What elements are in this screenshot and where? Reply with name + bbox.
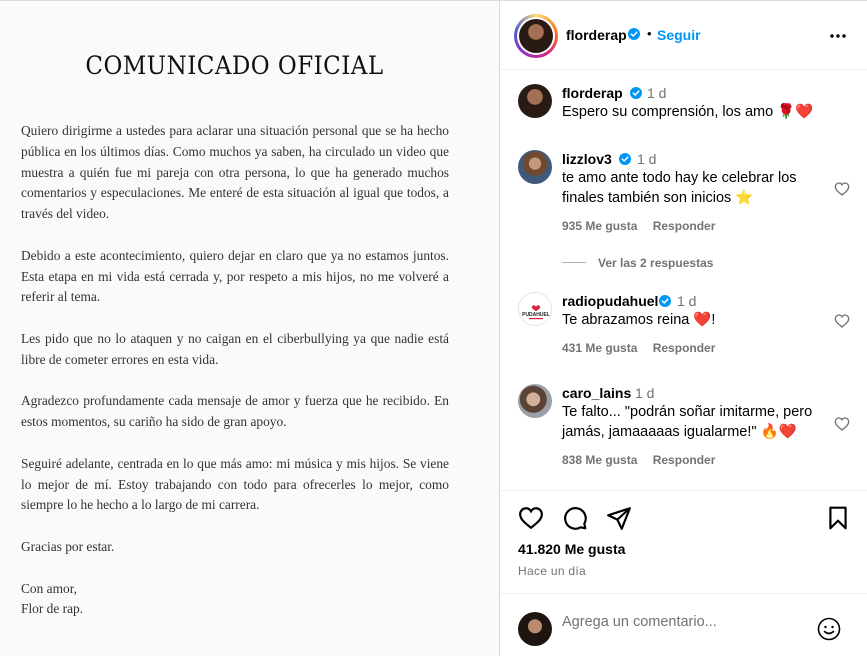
comment-likes[interactable]: 431 Me gusta bbox=[562, 341, 638, 355]
comment-meta bbox=[562, 219, 727, 233]
comment-likes[interactable]: 838 Me gusta bbox=[562, 453, 638, 467]
author-username[interactable]: florderap bbox=[566, 27, 627, 43]
comment-username[interactable]: caro_lains bbox=[562, 385, 632, 401]
author-avatar[interactable] bbox=[514, 14, 558, 58]
document-paragraph: Agradezco profundamente cada mensaje de amor y fuerza que he recibido. En estos momentos, su cariño ha sido de gran apoyo. bbox=[21, 393, 449, 430]
view-replies-label: Ver las 2 respuestas bbox=[598, 256, 714, 270]
heart-outline-icon[interactable] bbox=[834, 181, 850, 197]
comment-time[interactable]: 1 d bbox=[677, 293, 697, 309]
post-header bbox=[500, 1, 867, 70]
comment-username[interactable]: lizzlov3 bbox=[562, 151, 612, 167]
comment-avatar[interactable] bbox=[518, 150, 552, 184]
post-time[interactable]: Hace un día bbox=[518, 564, 587, 578]
verified-badge-icon bbox=[619, 153, 631, 165]
verified-badge-icon bbox=[630, 87, 642, 99]
bookmark-icon[interactable] bbox=[825, 505, 851, 531]
caption-username[interactable]: florderap bbox=[562, 85, 623, 101]
follow-button[interactable]: Seguir bbox=[657, 27, 701, 43]
caption-time[interactable]: 1 d bbox=[647, 85, 667, 101]
document-paragraph: Gracias por estar. bbox=[21, 538, 115, 554]
caption-text: Espero su comprensión, los amo 🌹❤️ bbox=[562, 104, 814, 120]
document-body bbox=[21, 121, 449, 620]
current-user-avatar bbox=[518, 612, 552, 646]
signoff-line: Flor de rap. bbox=[21, 601, 84, 617]
add-comment-divider bbox=[500, 593, 867, 594]
comment-text-line: Te abrazamos reina ❤️! bbox=[562, 312, 716, 328]
post-side-panel bbox=[500, 1, 867, 656]
more-horizontal-icon[interactable] bbox=[829, 27, 847, 45]
signoff-line: Con amor, bbox=[21, 580, 77, 596]
reply-button[interactable]: Responder bbox=[652, 219, 716, 233]
add-comment-input[interactable] bbox=[562, 611, 812, 633]
like-heart-icon[interactable] bbox=[518, 505, 544, 531]
document-paragraph: Quiero dirigirme a ustedes para aclarar una situación personal que se ha hecho pública en los últimos días. Como muchos ya saben, ha circulado un video que muestra a quién fue mi pareja con otra persona, lo que ha generado muchos comentarios y especulaciones. Me enteré de esta situación al igual que todos, a través del video. bbox=[21, 123, 449, 222]
actions-divider bbox=[500, 490, 867, 491]
comment-meta bbox=[562, 453, 727, 467]
comment-username[interactable]: radiopudahuel bbox=[562, 293, 659, 309]
comment-text-line: te amo ante todo hay ke celebrar los bbox=[562, 170, 797, 186]
comment-bubble-icon[interactable] bbox=[562, 505, 588, 531]
heart-outline-icon[interactable] bbox=[834, 416, 850, 432]
separator-dot: • bbox=[647, 26, 652, 41]
comment-time[interactable]: 1 d bbox=[637, 151, 657, 167]
caption-avatar[interactable] bbox=[518, 84, 552, 118]
radio-logo-text: PUDAHUEL bbox=[522, 312, 550, 318]
radio-logo-icon bbox=[519, 293, 552, 326]
comment-text-line: Te falto... "podrán soñar imitarme, pero bbox=[562, 404, 813, 420]
document-paragraph: Seguiré adelante, centrada en lo que más amo: mi música y mis hijos. Se viene lo mejor de mí. Estoy trabajando con todo para ofrecerles lo mejor, como siempre lo he hecho a lo largo de mi carrera. bbox=[21, 455, 449, 513]
document-paragraph: Debido a este acontecimiento, quiero dejar en claro que ya no estamos juntos. Esta etapa en mi vida está cerrada y, por respeto a mis hijos, no me volveré a referir al tema. bbox=[21, 247, 449, 305]
heart-outline-icon[interactable] bbox=[834, 313, 850, 329]
comment-text-line: finales también son inicios ⭐ bbox=[562, 190, 754, 206]
view-replies-button[interactable] bbox=[562, 256, 713, 270]
reply-button[interactable]: Responder bbox=[652, 341, 716, 355]
comment-time[interactable]: 1 d bbox=[635, 385, 655, 401]
document-signoff bbox=[21, 579, 449, 621]
document-title: COMUNICADO OFICIAL bbox=[85, 51, 384, 80]
share-paper-plane-icon[interactable] bbox=[606, 505, 632, 531]
comment-meta bbox=[562, 341, 727, 355]
document-paragraph: Les pido que no lo ataquen y no caigan en el ciberbullying ya que nadie está libre de cometer errores en esta vida. bbox=[21, 330, 449, 367]
comment-avatar[interactable] bbox=[518, 292, 552, 326]
verified-badge-icon bbox=[628, 28, 640, 40]
comment-avatar[interactable] bbox=[518, 384, 552, 418]
post-image[interactable] bbox=[0, 1, 499, 656]
emoji-icon[interactable] bbox=[817, 617, 841, 641]
comment-text-line: jamás, jamaaaaas igualarme!" 🔥❤️ bbox=[562, 424, 797, 440]
like-count[interactable]: 41.820 Me gusta bbox=[518, 541, 626, 557]
replies-line bbox=[562, 262, 586, 263]
verified-badge-icon bbox=[659, 295, 671, 307]
comment-likes[interactable]: 935 Me gusta bbox=[562, 219, 638, 233]
reply-button[interactable]: Responder bbox=[652, 453, 716, 467]
